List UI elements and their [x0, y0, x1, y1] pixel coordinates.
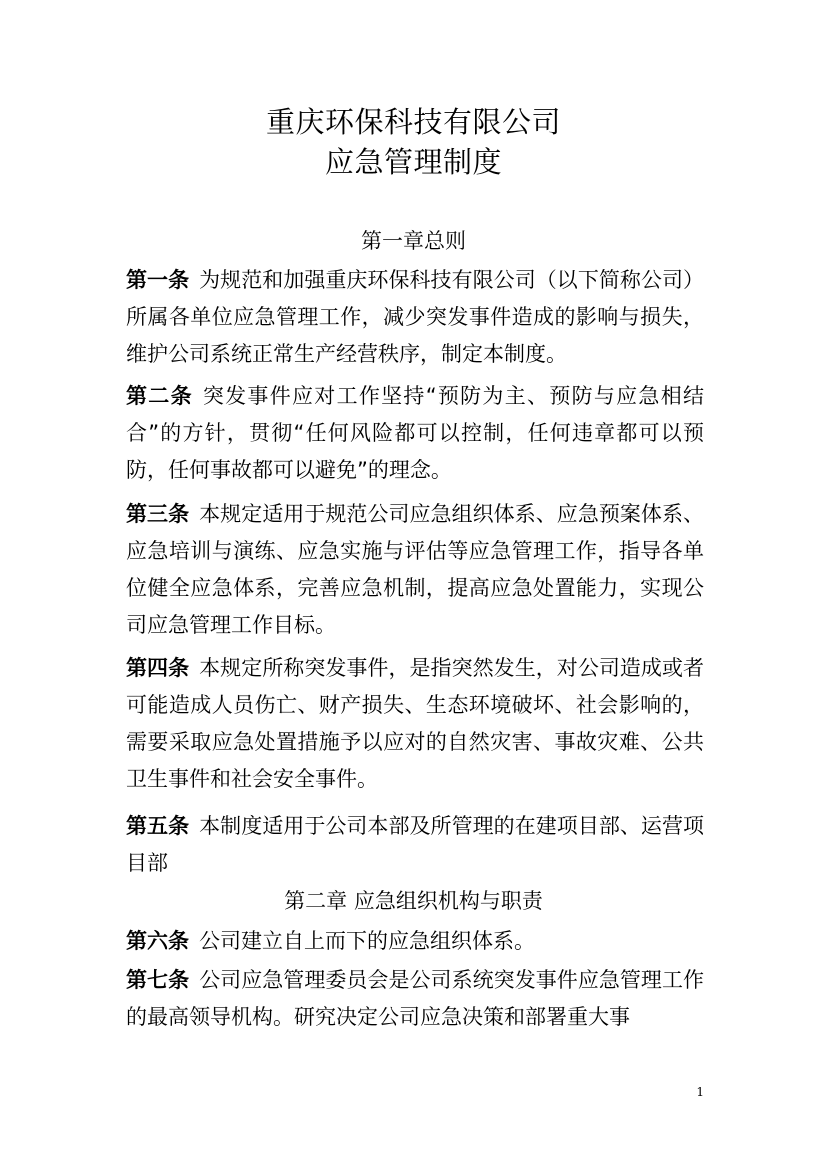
- document-title: 应急管理制度: [324, 145, 502, 179]
- article-label: 第七条: [126, 968, 190, 992]
- article-5: [126, 808, 704, 882]
- article-6: [126, 923, 704, 960]
- article-text: 本规定适用于规范公司应急组织体系、应急预案体系、应急培训与演练、应急实施与评估等应急管理工作，指导各单位健全应急体系，完善应急机制，提高应急处置能力，实现公司应急管理工作目标。: [126, 502, 705, 637]
- article-text: 公司应急管理委员会是公司系统突发事件应急管理工作的最高领导机构。研究决定公司应急决策和部署重大事: [126, 968, 705, 1029]
- article-text: 本制度适用于公司本部及所管理的在建项目部、运营项目部: [126, 814, 705, 875]
- article-label: 第六条: [126, 929, 189, 953]
- article-label: 第一条: [126, 268, 190, 292]
- article-2: [126, 378, 704, 489]
- chapter-two-heading: 第二章 应急组织机构与职责: [284, 889, 543, 913]
- article-text: 为规范和加强重庆环保科技有限公司（以下简称公司）所属各单位应急管理工作，减少突发事件造成的影响与损失，维护公司系统正常生产经营秩序，制定本制度。: [126, 268, 705, 366]
- article-label: 第四条: [126, 656, 190, 680]
- page-number: 1: [696, 1085, 704, 1099]
- article-text: 突发事件应对工作坚持“预防为主、预防与应急相结合”的方针，贯彻“任何风险都可以控制，任何违章都可以预防，任何事故都可以避免”的理念。: [126, 384, 704, 482]
- article-3: [126, 496, 704, 644]
- chapter-one-heading: 第一章总则: [361, 229, 466, 253]
- article-text: 本规定所称突发事件，是指突然发生，对公司造成或者可能造成人员伤亡、财产损失、生态环境破坏、社会影响的，需要采取应急处置措施予以应对的自然灾害、事故灾难、公共卫生事件和社会安全事件。: [126, 656, 705, 791]
- company-title: 重庆环保科技有限公司: [265, 105, 561, 139]
- article-4: [126, 650, 704, 798]
- article-label: 第五条: [126, 814, 190, 838]
- article-label: 第三条: [126, 502, 190, 526]
- article-text: 公司建立自上而下的应急组织体系。: [199, 929, 535, 953]
- article-1: [126, 262, 704, 373]
- article-label: 第二条: [126, 384, 193, 408]
- article-7: [126, 962, 704, 1036]
